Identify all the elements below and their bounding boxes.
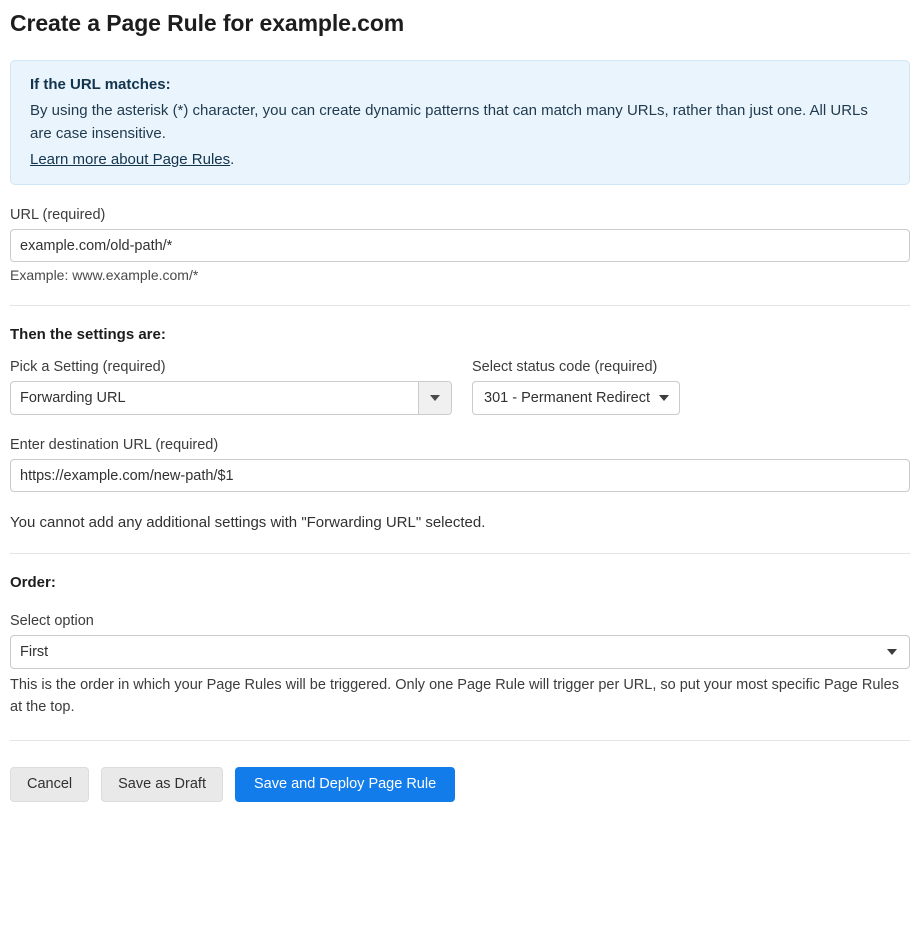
divider-order (10, 553, 910, 554)
status-code-label: Select status code (required) (472, 359, 658, 375)
chevron-down-icon (418, 382, 451, 414)
pick-setting-label: Pick a Setting (required) (10, 359, 166, 375)
url-input[interactable] (10, 229, 910, 262)
cancel-button[interactable]: Cancel (10, 767, 89, 802)
settings-heading: Then the settings are: (10, 326, 166, 343)
divider-footer (10, 740, 910, 741)
divider-settings (10, 305, 910, 306)
forwarding-url-note: You cannot add any additional settings with "Forwarding URL" selected. (10, 514, 486, 531)
destination-url-label: Enter destination URL (required) (10, 437, 219, 453)
chevron-down-icon (887, 649, 897, 655)
url-field-label: URL (required) (10, 207, 106, 223)
order-select-label: Select option (10, 613, 94, 629)
url-match-info-callout (10, 60, 910, 185)
pick-setting-group (10, 359, 452, 415)
status-code-select[interactable] (472, 381, 680, 415)
callout-title: If the URL matches: (30, 76, 171, 93)
save-and-deploy-button[interactable]: Save and Deploy Page Rule (235, 767, 455, 802)
page-rule-form (0, 10, 920, 802)
caret-glyph (430, 395, 440, 401)
destination-url-input[interactable] (10, 459, 910, 492)
order-help-text: This is the order in which your Page Rules will be triggered. Only one Page Rule will trigger per URL, so put your most specific Page Rules at the top. (10, 677, 899, 715)
learn-more-page-rules-link[interactable]: Learn more about Page Rules (30, 151, 231, 168)
order-select-value: First (20, 644, 49, 660)
status-code-value: 301 - Permanent Redirect (484, 390, 651, 406)
callout-link-row (30, 151, 890, 168)
order-select[interactable] (10, 635, 910, 669)
status-code-group (472, 359, 714, 415)
callout-body: By using the asterisk (*) character, you can create dynamic patterns that can match many URLs, rather than just one. All URLs are case insensitive. (30, 102, 868, 142)
callout-link-suffix: . (230, 151, 235, 168)
save-as-draft-button[interactable]: Save as Draft (101, 767, 223, 802)
pick-setting-value: Forwarding URL (20, 390, 126, 406)
pick-setting-select[interactable] (10, 381, 452, 415)
form-actions (10, 767, 910, 802)
order-heading: Order: (10, 574, 56, 591)
settings-row (10, 359, 910, 415)
chevron-down-icon (659, 395, 669, 401)
page-title: Create a Page Rule for example.com (10, 10, 405, 36)
url-field-help: Example: www.example.com/* (10, 267, 199, 283)
